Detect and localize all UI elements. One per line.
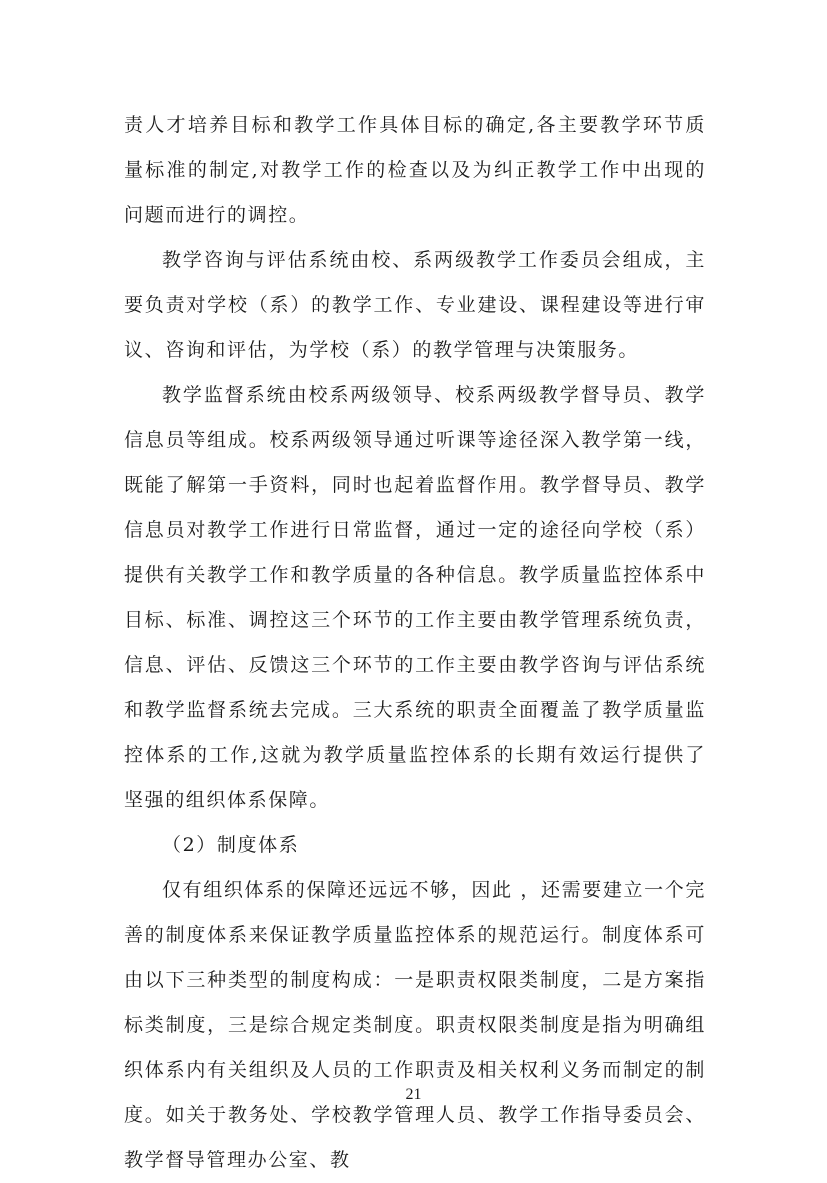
paragraph-supervision-system: 教学监督系统由校系两级领导、校系两级教学督导员、教学信息员等组成。校系两级领导通过听课等途径深入教学第一线，既能了解第一手资料，同时也起着监督作用。教学督导员、教学信息员对教学工作进行日常监督，通过一定的途径向学校（系）提供有关教学工作和教学质量的各种信息。教学质量监控体系中目标、标准、调控这三个环节的工作主要由教学管理系统负责，信息、评估、反馈这三个环节的工作主要由教学咨询与评估系统和教学监督系统去完成。三大系统的职责全面覆盖了教学质量监控体系的工作,这就为教学质量监控体系的长期有效运行提供了坚强的组织体系保障。 (124, 384, 706, 811)
paragraph-continued: 责人才培养目标和教学工作具体目标的确定,各主要教学环节质量标准的制定,对教学工作的检查以及为纠正教学工作中出现的问题而进行的调控。 (124, 114, 706, 226)
paragraph-system-of-rules: 仅有组织体系的保障还远远不够，因此 ，还需要建立一个完善的制度体系来保证教学质量监控体系的规范运行。制度体系可由以下三种类型的制度构成：一是职责权限类制度，二是方案指标类制度，三是综合规定类制度。职责权限类制度是指为明确组织体系内有关组织及人员的工作职责及相关权利义务而制定的制度。如关于教务处、学校教学管理人员、教学工作指导委员会、教学督导管理办公室、教 (124, 879, 706, 1171)
section-heading-system-of-rules: （2）制度体系 (162, 834, 300, 856)
body-text (124, 103, 706, 1183)
paragraph-consulting-evaluation-system: 教学咨询与评估系统由校、系两级教学工作委员会组成，主要负责对学校（系）的教学工作、专业建设、课程建设等进行审议、咨询和评估，为学校（系）的教学管理与决策服务。 (124, 249, 706, 361)
page-number: 21 (405, 1086, 422, 1103)
